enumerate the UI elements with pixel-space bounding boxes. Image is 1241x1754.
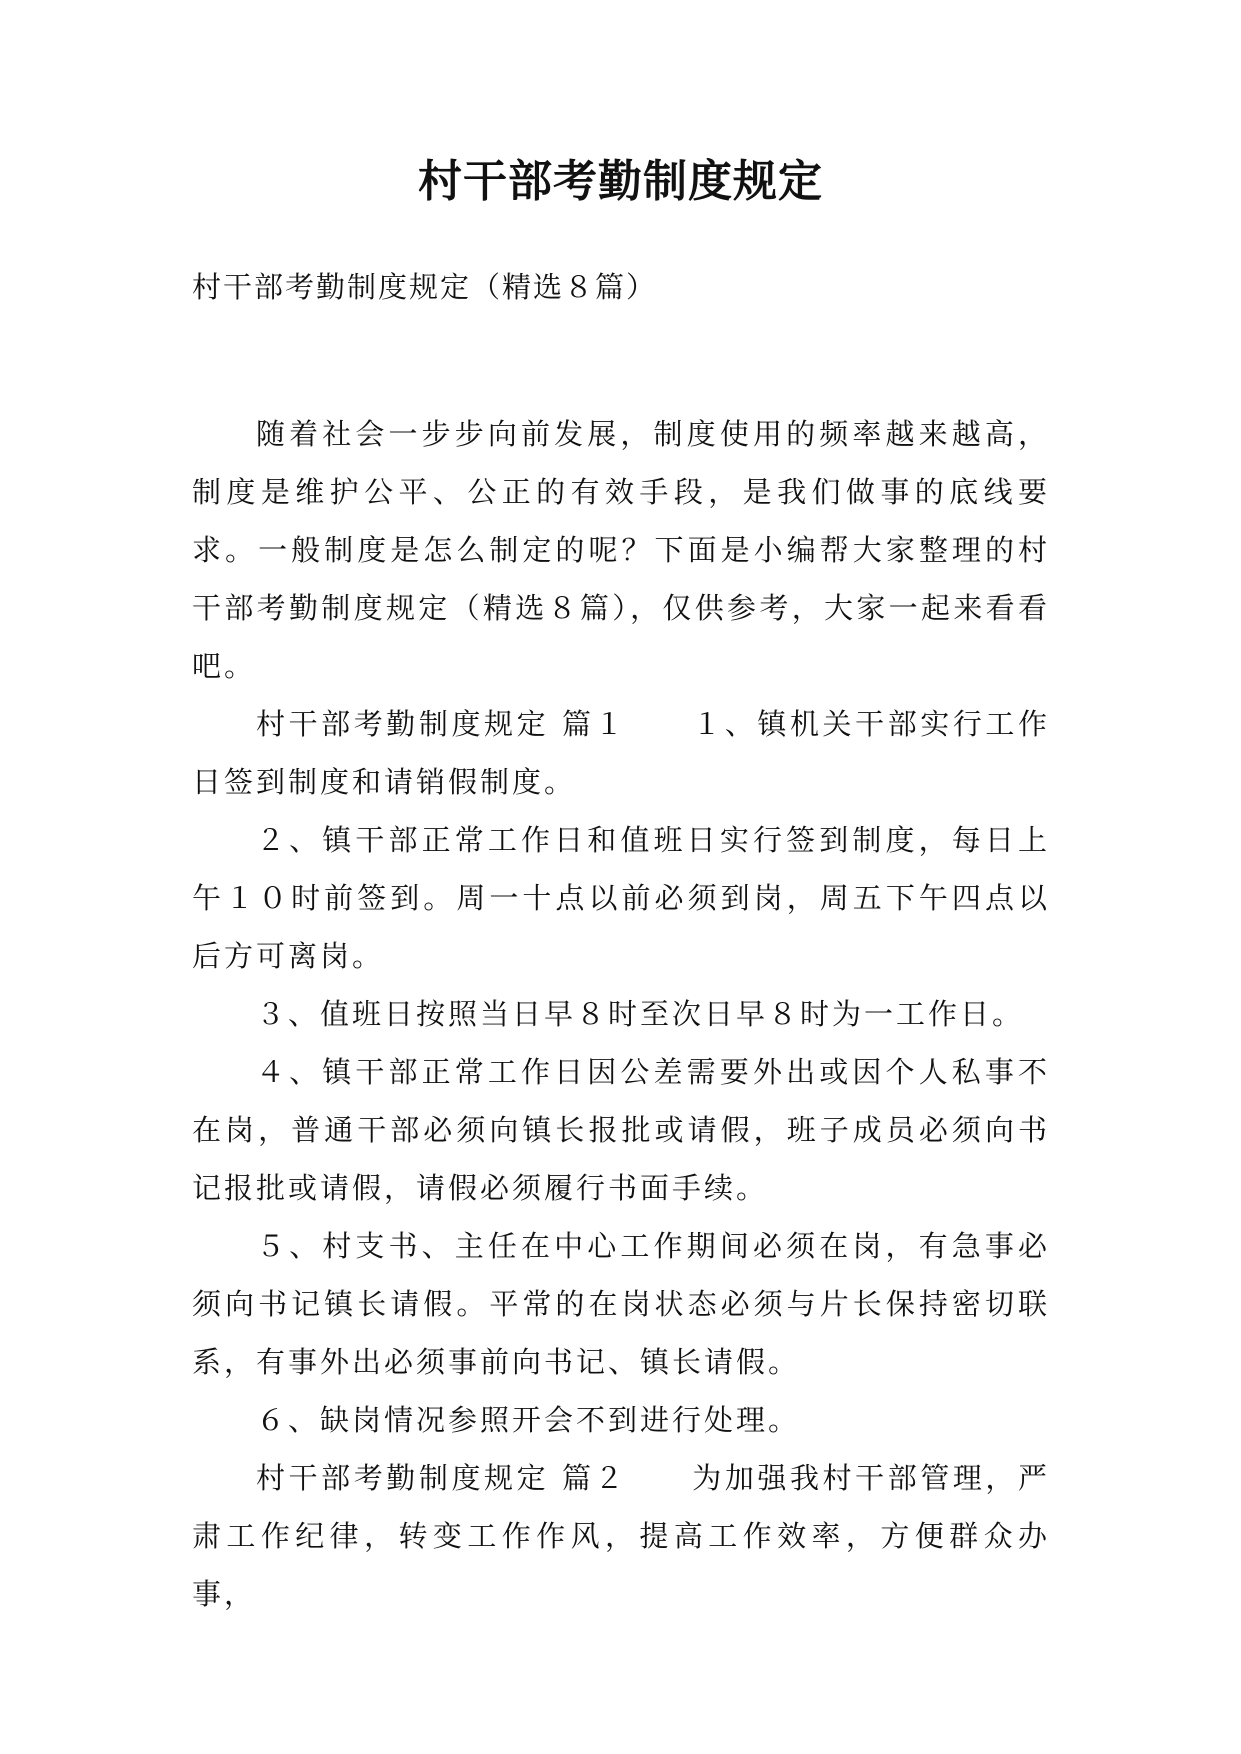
document-subtitle: 村干部考勤制度规定（精选８篇） <box>192 270 658 304</box>
section-2-paragraph-1: 村干部考勤制度规定 篇２ 为加强我村干部管理，严肃工作纪律，转变工作作风，提高工作效率，方便群众办事， <box>192 1461 1050 1611</box>
document-body <box>192 405 1050 1623</box>
section-1-paragraph-3: ３、值班日按照当日早８时至次日早８时为一工作日。 <box>256 997 1025 1031</box>
page-title: 村干部考勤制度规定 <box>418 156 823 207</box>
section-1-paragraph-2: ２、镇干部正常工作日和值班日实行签到制度，每日上午１０时前签到。周一十点以前必须到岗，周五下午四点以后方可离岗。 <box>192 823 1050 973</box>
intro-paragraph: 随着社会一步步向前发展，制度使用的频率越来越高，制度是维护公平、公正的有效手段，是我们做事的底线要求。一般制度是怎么制定的呢？下面是小编帮大家整理的村干部考勤制度规定（精选８篇），仅供参考，大家一起来看看吧。 <box>192 417 1050 683</box>
section-1-paragraph-1: 村干部考勤制度规定 篇１ １、镇机关干部实行工作日签到制度和请销假制度。 <box>192 707 1050 799</box>
section-1-paragraph-4: ４、镇干部正常工作日因公差需要外出或因个人私事不在岗，普通干部必须向镇长报批或请假，班子成员必须向书记报批或请假，请假必须履行书面手续。 <box>192 1055 1050 1205</box>
section-1-paragraph-6: ６、缺岗情况参照开会不到进行处理。 <box>256 1403 801 1437</box>
section-1-paragraph-5: ５、村支书、主任在中心工作期间必须在岗，有急事必须向书记镇长请假。平常的在岗状态必须与片长保持密切联系，有事外出必须事前向书记、镇长请假。 <box>192 1229 1050 1379</box>
